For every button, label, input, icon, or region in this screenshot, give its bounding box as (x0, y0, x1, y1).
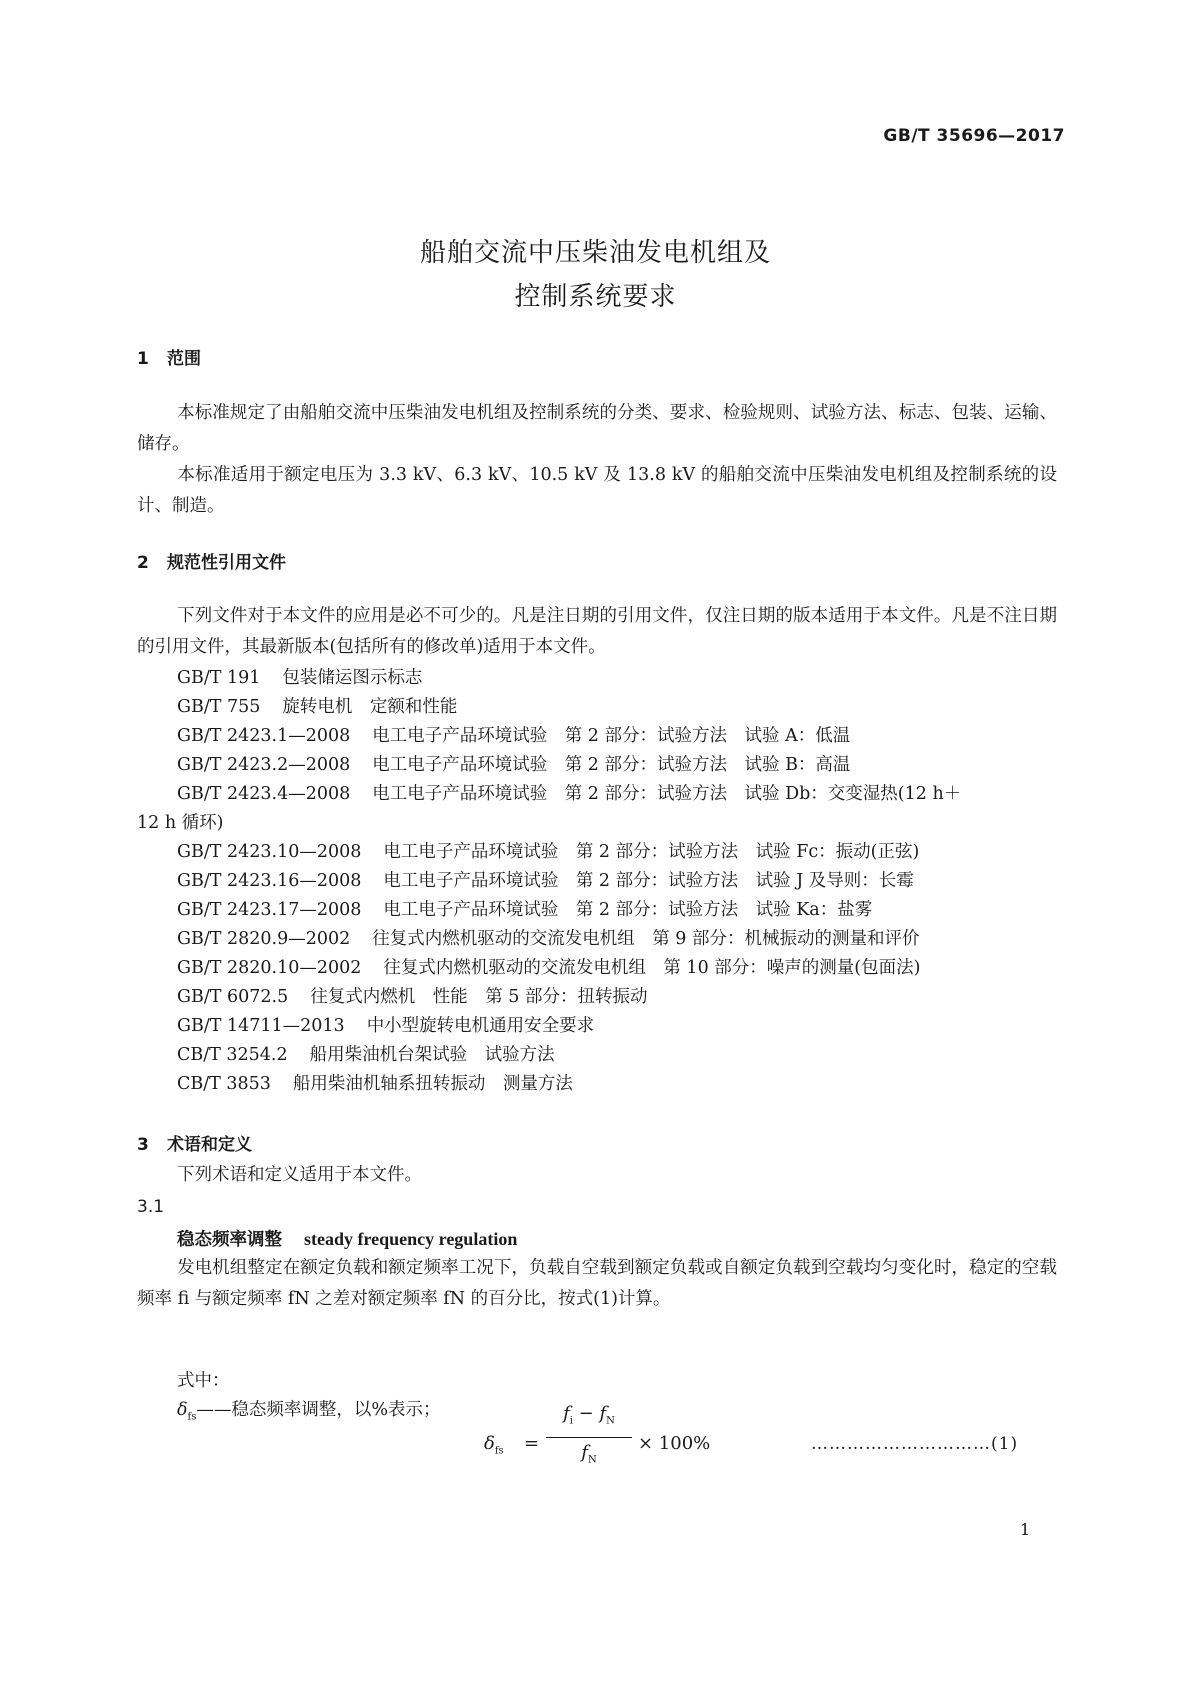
term-entry (177, 1226, 517, 1251)
page-number: 1 (1020, 1520, 1031, 1539)
reference-item: GB/T 2423.2—2008 电工电子产品环境试验 第 2 部分：试验方法 试验 B：高温 (177, 755, 851, 775)
section-1-heading (137, 344, 201, 369)
term-english: steady frequency regulation (304, 1229, 518, 1249)
reference-item: GB/T 6072.5 往复式内燃机 性能 第 5 部分：扭转振动 (177, 987, 648, 1007)
formula-fraction (546, 1403, 632, 1466)
where-definition (177, 1396, 441, 1423)
section-number: 2 (137, 553, 149, 573)
reference-item: GB/T 2423.4—2008 电工电子产品环境试验 第 2 部分：试验方法 试验 Db：交变湿热(12 h＋ (177, 784, 962, 804)
term-definition (137, 1253, 1057, 1315)
paragraph-text: 本标准规定了由船舶交流中压柴油发电机组及控制系统的分类、要求、检验规则、试验方法、标志、包装、运输、储存。 (137, 403, 1057, 454)
reference-item: GB/T 2820.10—2002 往复式内燃机驱动的交流发电机组 第 10 部分：噪声的测量(包面法) (177, 958, 921, 978)
section-2-heading (137, 548, 286, 573)
section-1-paragraph-2 (137, 460, 1057, 522)
subsection-number: 3.1 (137, 1197, 165, 1217)
section-2-intro (137, 601, 1057, 663)
formula-numerator: $f_i - f_N$ (563, 1403, 615, 1427)
paragraph-text: 本标准适用于额定电压为 3.3 kV、6.3 kV、10.5 kV 及 13.8 kV 的船舶交流中压柴油发电机组及控制系统的设计、制造。 (137, 465, 1057, 516)
formula-1 (484, 1403, 744, 1493)
section-title: 范围 (167, 349, 201, 369)
reference-item: CB/T 3254.2 船用柴油机台架试验 试验方法 (177, 1045, 555, 1065)
paragraph-text: 发电机组整定在额定负载和额定频率工况下，负载自空载到额定负载或自额定负载到空载均匀变化时，稳定的空载频率 fi 与额定频率 fN 之差对额定频率 fN 的百分比，按式(1)计算。 (137, 1258, 1057, 1309)
where-text: ——稳态频率调整，以%表示； (196, 1400, 441, 1420)
formula-number: …………………………(1) (811, 1434, 1019, 1454)
where-symbol: $\delta_{fs}$ (177, 1400, 197, 1423)
reference-item: GB/T 2423.17—2008 电工电子产品环境试验 第 2 部分：试验方法 试验 Ka：盐雾 (177, 900, 873, 920)
term-chinese: 稳态频率调整 (177, 1230, 282, 1250)
reference-item: GB/T 2423.1—2008 电工电子产品环境试验 第 2 部分：试验方法 试验 A：低温 (177, 726, 851, 746)
section-3-intro: 下列术语和定义适用于本文件。 (177, 1165, 422, 1185)
section-title: 术语和定义 (167, 1135, 252, 1155)
document-title-line-1: 船舶交流中压柴油发电机组及 (419, 238, 771, 268)
formula-equals: = (524, 1433, 540, 1454)
section-title: 规范性引用文件 (167, 553, 286, 573)
section-number: 3 (137, 1135, 149, 1155)
reference-item: CB/T 3853 船用柴油机轴系扭转振动 测量方法 (177, 1074, 573, 1094)
reference-item: GB/T 2820.9—2002 往复式内燃机驱动的交流发电机组 第 9 部分：机械振动的测量和评价 (177, 929, 920, 949)
paragraph-text: 下列文件对于本文件的应用是必不可少的。凡是注日期的引用文件，仅注日期的版本适用于本文件。凡是不注日期的引用文件，其最新版本(包括所有的修改单)适用于本文件。 (137, 606, 1057, 657)
formula-denominator: $f_N$ (581, 1442, 597, 1466)
reference-item: GB/T 755 旋转电机 定额和性能 (177, 697, 458, 717)
section-3-heading (137, 1130, 252, 1155)
formula-multiplier: × 100% (638, 1433, 711, 1454)
reference-item: GB/T 14711—2013 中小型旋转电机通用安全要求 (177, 1016, 595, 1036)
section-1-paragraph-1 (137, 398, 1057, 460)
formula-lhs: $\delta_{fs}$ (484, 1433, 504, 1457)
standard-code: GB/T 35696—2017 (883, 126, 1065, 146)
reference-item: GB/T 2423.10—2008 电工电子产品环境试验 第 2 部分：试验方法 试验 Fc：振动(正弦) (177, 842, 920, 862)
section-number: 1 (137, 349, 149, 369)
where-label: 式中： (177, 1371, 230, 1391)
reference-item: GB/T 2423.16—2008 电工电子产品环境试验 第 2 部分：试验方法 试验 J 及导则：长霉 (177, 871, 914, 891)
reference-item-continuation: 12 h 循环) (137, 813, 224, 833)
fraction-bar (546, 1437, 632, 1438)
reference-item: GB/T 191 包装储运图示标志 (177, 668, 423, 688)
document-title-line-2: 控制系统要求 (514, 282, 677, 312)
